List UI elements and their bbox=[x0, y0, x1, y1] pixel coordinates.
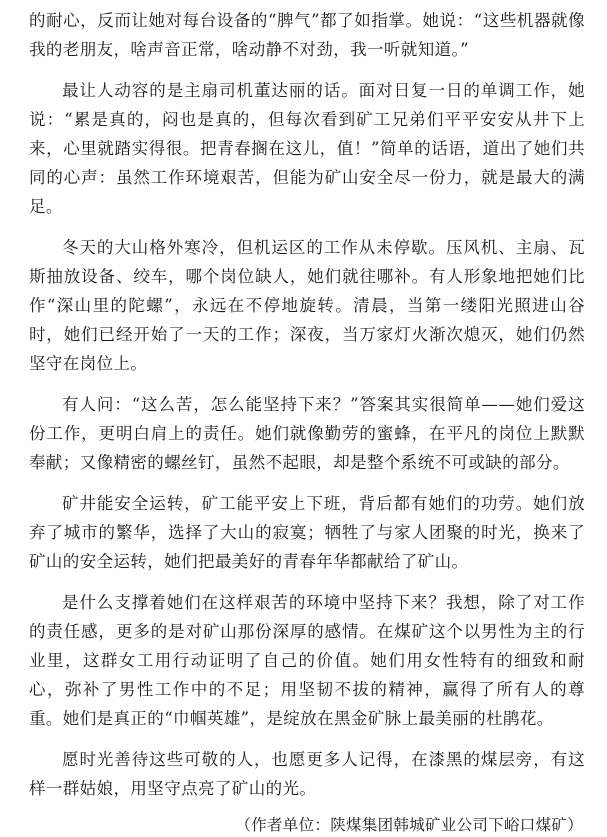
paragraph-closing: 愿时光善待这些可敬的人，也愿更多人记得，在漆黑的煤层旁，有这样一群姑娘，用坚守点亮了矿山的光。 bbox=[29, 750, 585, 798]
paragraph-heroines: 是什么支撑着她们在这样艰苦的环境中坚持下来？我想，除了对工作的责任感，更多的是对矿山那份深厚的感情。在煤矿这个以男性为主的行业里，这群女工用行动证明了自己的价值。她们用女性特有的细致和耐心，弥补了男性工作中的不足；用坚韧不拔的精神，赢得了所有人的尊重。她们是真正的“巾帼英雄”，是绽放在黑金矿脉上最美丽的杜鹃花。 bbox=[29, 593, 585, 728]
paragraph-why-persist: 有人问：“这么苦，怎么能坚持下来？”答案其实很简单——她们爱这份工作，更明白肩上的责任。她们就像勤劳的蜜蜂，在平凡的岗位上默默奉献；又像精密的螺丝钉，虽然不起眼，却是整个系统不可或缺的部分。 bbox=[29, 395, 585, 472]
paragraph-safe-operation: 矿井能安全运转，矿工能平安上下班，背后都有她们的功劳。她们放弃了城市的繁华，选择了大山的寂寞；牺牲了与家人团聚的时光，换来了矿山的安全运转，她们把最美好的青春年华都献给了矿山。 bbox=[29, 494, 585, 571]
paragraph-continued: 的耐心，反而让她对每台设备的“脾气”都了如指掌。她说：“这些机器就像我的老朋友，啥声音正常，啥动静不对劲，我一听就知道。” bbox=[29, 11, 585, 59]
paragraph-quote-dong-dali: 最让人动容的是主扇司机董达丽的话。面对日复一日的单调工作，她说：“累是真的，闷也是真的，但每次看到矿工兄弟们平平安安从井下上来，心里就踏实得很。把青春搁在这儿，值！”简单的话语，道出了她们共同的心声：虽然工作环境艰苦，但能为矿山安全尽一份力，就是最大的满足。 bbox=[29, 81, 585, 216]
author-affiliation: （作者单位：陕煤集团韩城矿业公司下峪口煤矿） bbox=[235, 816, 583, 834]
paragraph-winter-work: 冬天的大山格外寒冷，但机运区的工作从未停歇。压风机、主扇、瓦斯抽放设备、绞车，哪个岗位缺人，她们就往哪补。有人形象地把她们比作“深山里的陀螺”，永远在不停地旋转。清晨，当第一缕阳光照进山谷时，她们已经开始了一天的工作；深夜，当万家灯火渐次熄灭，她们仍然坚守在岗位上。 bbox=[29, 238, 585, 373]
article-body bbox=[29, 6, 585, 803]
